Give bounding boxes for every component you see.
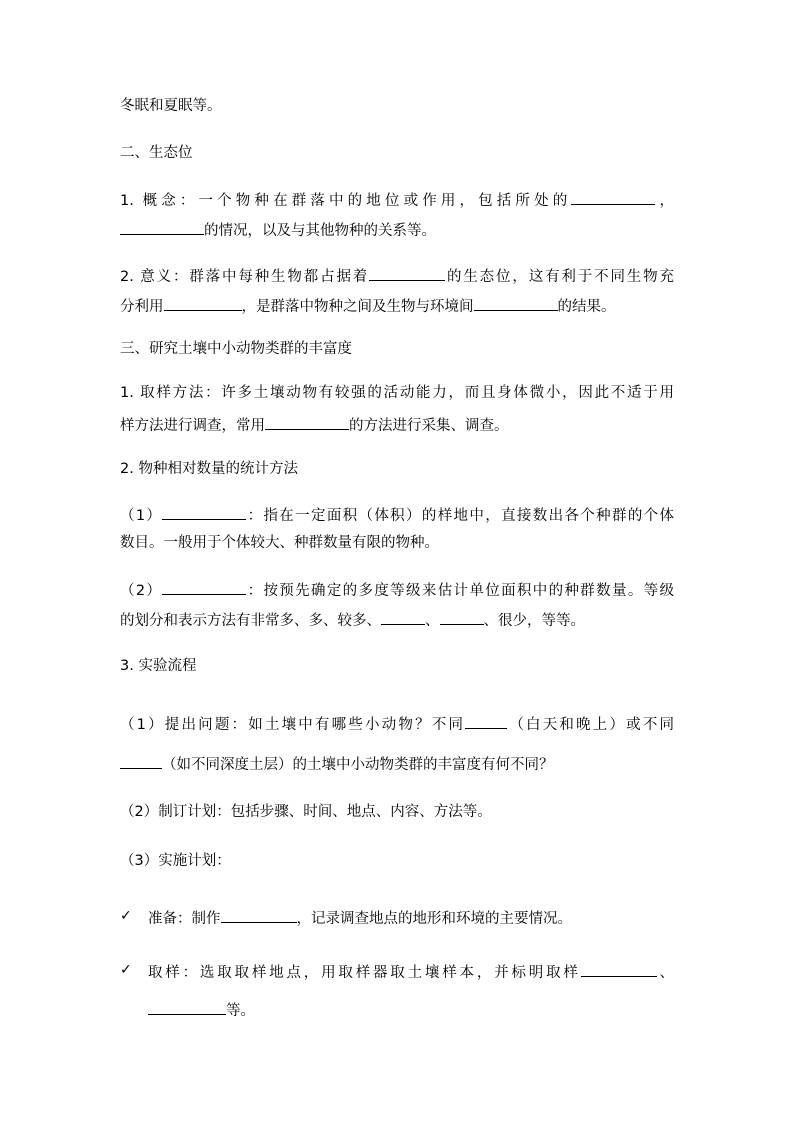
blank bbox=[265, 413, 349, 430]
blank bbox=[571, 188, 655, 205]
text-line: 1. 取样方法：许多土壤动物有较强的活动能力，而且身体微小，因此不适于用 bbox=[120, 385, 674, 401]
blank bbox=[474, 294, 558, 311]
blank bbox=[120, 218, 204, 235]
text-line: 冬眠和夏眠等。 bbox=[120, 98, 222, 114]
section-heading: 二、生态位 bbox=[120, 145, 193, 161]
text-line: （2）制订计划：包括步骤、时间、地点、内容、方法等。 bbox=[120, 804, 492, 820]
blank bbox=[120, 752, 162, 769]
text-line: 的情况，以及与其他物种的关系等。 bbox=[120, 218, 436, 241]
section-heading: 三、研究土壤中小动物类群的丰富度 bbox=[120, 341, 352, 357]
text-line: 取样：选取取样地点，用取样器取土壤样本，并标明取样 、 bbox=[148, 960, 674, 983]
text-line: 样方法进行调查，常用 的方法进行采集、调查。 bbox=[120, 413, 509, 436]
checkmark-icon: ✓ bbox=[120, 962, 132, 978]
text-line: （3）实施计划： bbox=[120, 853, 231, 869]
text-line: 准备：制作 ，记录调查地点的地形和环境的主要情况。 bbox=[148, 906, 572, 929]
blank bbox=[221, 906, 297, 923]
blank bbox=[581, 960, 657, 977]
text-line: （1） ：指在一定面积（体积）的样地中，直接数出各个种群的个体 bbox=[120, 503, 674, 526]
checkmark-icon: ✓ bbox=[120, 908, 132, 924]
blank bbox=[162, 578, 246, 595]
text-line: 2. 物种相对数量的统计方法 bbox=[120, 461, 298, 477]
text-line: （1）提出问题：如土壤中有哪些小动物？不同 （白天和晚上）或不同 bbox=[120, 712, 674, 735]
text-line: 的划分和表示方法有非常多、多、较多、 、 、很少，等等。 bbox=[120, 608, 585, 631]
blank bbox=[164, 294, 242, 311]
text-line: 3. 实验流程 bbox=[120, 658, 197, 674]
blank bbox=[148, 998, 226, 1015]
blank bbox=[369, 264, 445, 281]
text-line: （2） ：按预先确定的多度等级来估计单位面积中的种群数量。等级 bbox=[120, 578, 674, 601]
text-line: 数目。一般用于个体较大、种群数量有限的物种。 bbox=[120, 535, 439, 551]
text-line: （如不同深度土层）的土壤中小动物类群的丰富度有何不同？ bbox=[120, 752, 554, 775]
blank bbox=[440, 608, 484, 625]
text-line: 2. 意义：群落中每种生物都占据着 的生态位，这有利于不同生物充 bbox=[120, 264, 674, 287]
text-line: 等。 bbox=[148, 998, 255, 1021]
blank bbox=[162, 503, 246, 520]
blank bbox=[465, 712, 507, 729]
text-line: 1. 概念：一个物种在群落中的地位或作用，包括所处的 ， bbox=[120, 188, 674, 211]
blank bbox=[381, 608, 425, 625]
text-line: 分利用 ，是群落中物种之间及生物与环境间 的结果。 bbox=[120, 294, 616, 317]
